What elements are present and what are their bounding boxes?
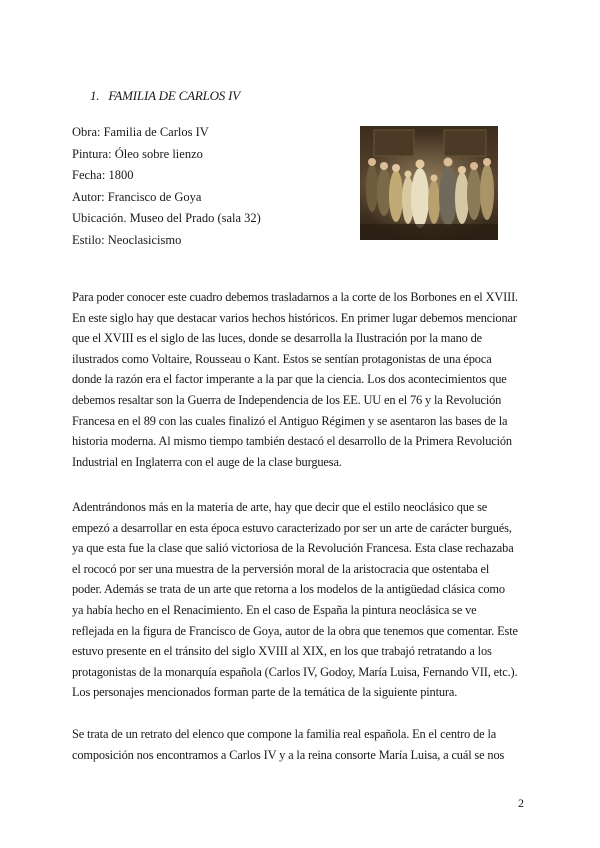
detail-obra: Obra: Familia de Carlos IV bbox=[72, 125, 209, 139]
detail-pintura: Pintura: Óleo sobre lienzo bbox=[72, 146, 203, 161]
paragraph-line: Adentrándonos más en la materia de arte, hay que decir que el estilo neoclásico que se bbox=[72, 500, 488, 514]
paragraph-line: empezó a desarrollar en esta época estuvo caracterizado por ser un arte de carácter burgués, bbox=[72, 520, 512, 535]
detail-estilo: Estilo: Neoclasicismo bbox=[72, 232, 182, 247]
section-heading bbox=[90, 88, 240, 104]
paragraph-line: donde la razón era el factor imperante a la par que la ciencia. Los dos acontecimientos que bbox=[72, 372, 507, 387]
paragraph-line: que el XVIII es el siglo de las luces, donde se desarrolla la Ilustración por la mano de bbox=[72, 331, 483, 346]
section-number: 1. bbox=[90, 88, 100, 103]
paragraph-line: Francesa en el 89 con las cuales finalizó el Antiguo Régimen y se asentaron las bases de la bbox=[72, 413, 508, 428]
paragraph-line: Los personajes mencionados forman parte de la temática de la siguiente pintura. bbox=[72, 685, 458, 700]
paragraph-line: estuvo presente en el tránsito del siglo XVIII al XIX, en los que trabajó retratando a los bbox=[72, 644, 492, 659]
paragraph-line: el rococó por ser una muestra de la perversión moral de la aristocracia que ostentaba el bbox=[72, 561, 490, 576]
paragraph-line: reflejada en la figura de Francisco de Goya, autor de la obra que tenemos que comentar. Este bbox=[72, 623, 518, 638]
paragraph-line: Se trata de un retrato del elenco que compone la familia real española. En el centro de la bbox=[72, 727, 497, 741]
paragraph-line: poder. Además se trata de un arte que retorna a los modelos de la antigüedad clásica como bbox=[72, 582, 505, 597]
painting-image bbox=[360, 126, 498, 240]
artwork-details bbox=[72, 122, 261, 251]
paragraph-line: Para poder conocer este cuadro debemos trasladarnos a la corte de los Borbones en el XVIII. bbox=[72, 290, 519, 304]
painting-illustration bbox=[360, 126, 498, 240]
paragraph-line: protagonistas de la monarquía española (Carlos IV, Godoy, María Luisa, Fernando VII, etc.). bbox=[72, 664, 518, 679]
section-title: FAMILIA DE CARLOS IV bbox=[108, 88, 241, 103]
detail-fecha: Fecha: 1800 bbox=[72, 168, 134, 182]
paragraph-line: ya que esta fue la clase que salió victoriosa de la Revolución Francesa. Esta clase rechazaba bbox=[72, 541, 514, 556]
paragraph-line: En este siglo hay que destacar varios hechos históricos. En primer lugar debemos mencionar bbox=[72, 310, 517, 325]
paragraph-1 bbox=[72, 287, 532, 472]
paragraph-line: ya había hecho en el Renacimiento. En el caso de España la pintura neoclásica se ve bbox=[72, 602, 477, 617]
paragraph-line: composición nos encontramos a Carlos IV y a la reina consorte María Luisa, a cuál se nos bbox=[72, 747, 505, 762]
paragraph-line: ilustrados como Voltaire, Rousseau o Kant. Estos se sentían protagonistas de una época bbox=[72, 351, 492, 366]
paragraph-3 bbox=[72, 724, 532, 765]
page-number: 2 bbox=[518, 796, 524, 810]
detail-autor: Autor: Francisco de Goya bbox=[72, 189, 202, 204]
paragraph-line: debemos resaltar son la Guerra de Independencia de los EE. UU en el 76 y la Revolución bbox=[72, 392, 502, 407]
paragraph-line: Industrial en Inglaterra con el auge de la clase burguesa. bbox=[72, 454, 342, 469]
paragraph-2 bbox=[72, 497, 532, 703]
paragraph-line: historia moderna. Al mismo tiempo también destacó el desarrollo de la Primera Revolución bbox=[72, 434, 512, 449]
detail-ubicacion: Ubicación. Museo del Prado (sala 32) bbox=[72, 211, 261, 225]
